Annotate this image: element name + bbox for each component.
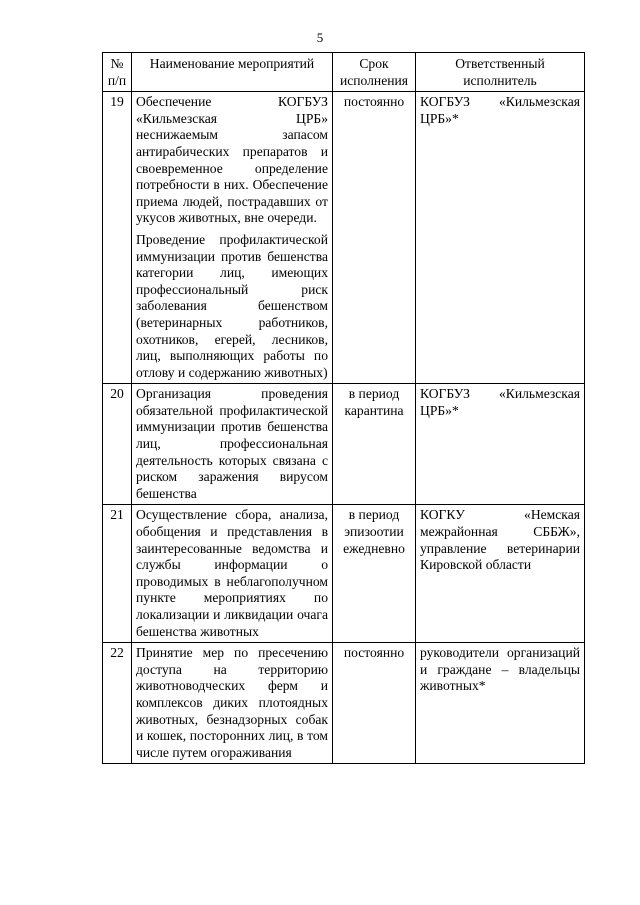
table-row: [103, 505, 585, 643]
row-measure-name: [132, 505, 333, 643]
measure-paragraph: Осуществление сбора, анализа, обобщения и представления в заинтересованные ведомства и службы информации о проводимых в неблагополучном пункте мероприятиях по локализации и ликвидации очага бешенства животных: [136, 507, 328, 639]
measure-paragraph: Организация проведения обязательной профилактической иммунизации против бешенства лиц, профессиональная деятельность которых связана с риском заражения вирусом бешенства: [136, 386, 328, 501]
row-number: 22: [103, 643, 132, 764]
row-number: 19: [103, 92, 132, 384]
page-number: 5: [316, 30, 324, 45]
row-responsible: КОГБУЗ «Кильмезская ЦРБ»*: [416, 92, 585, 384]
table-row: [103, 643, 585, 764]
row-measure-name: [132, 92, 333, 384]
header-responsible: Ответственный исполнитель: [416, 53, 585, 92]
row-term: постоянно: [333, 92, 416, 384]
header-name: Наименование мероприятий: [132, 53, 333, 92]
measure-paragraph: Принятие мер по пресечению доступа на территорию животноводческих ферм и комплексов диких плотоядных животных, безнадзорных собак и кошек, посторонних лиц, в том числе путем огораживания: [136, 645, 328, 760]
measures-table: [102, 52, 585, 764]
row-responsible: КОГКУ «Немская межрайонная СББЖ», управление ветеринарии Кировской области: [416, 505, 585, 643]
row-term: в период эпизоотии ежедневно: [333, 505, 416, 643]
row-term: постоянно: [333, 643, 416, 764]
measure-paragraph: Проведение профилактической иммунизации против бешенства категории лиц, имеющих профессиональный риск заболевания бешенством (ветеринарных работников, охотников, егерей, лесников, лиц, выполняющих работы по отлову и содержанию животных): [136, 231, 328, 380]
row-number: 20: [103, 384, 132, 505]
table-header-row: [103, 53, 585, 92]
header-term: Срок исполнения: [333, 53, 416, 92]
row-term: в период карантина: [333, 384, 416, 505]
row-responsible: руководители организаций и граждане – владельцы животных*: [416, 643, 585, 764]
row-measure-name: [132, 384, 333, 505]
table-row: [103, 92, 585, 384]
row-responsible: КОГБУЗ «Кильмезская ЦРБ»*: [416, 384, 585, 505]
header-number: № п/п: [103, 53, 132, 92]
table-row: [103, 384, 585, 505]
row-number: 21: [103, 505, 132, 643]
measure-paragraph: Обеспечение КОГБУЗ «Кильмезская ЦРБ» неснижаемым запасом антирабических препаратов и своевременное определение потребности в них. Обеспечение приема людей, пострадавших от укусов животных, вне очереди.: [136, 94, 328, 226]
row-measure-name: [132, 643, 333, 764]
